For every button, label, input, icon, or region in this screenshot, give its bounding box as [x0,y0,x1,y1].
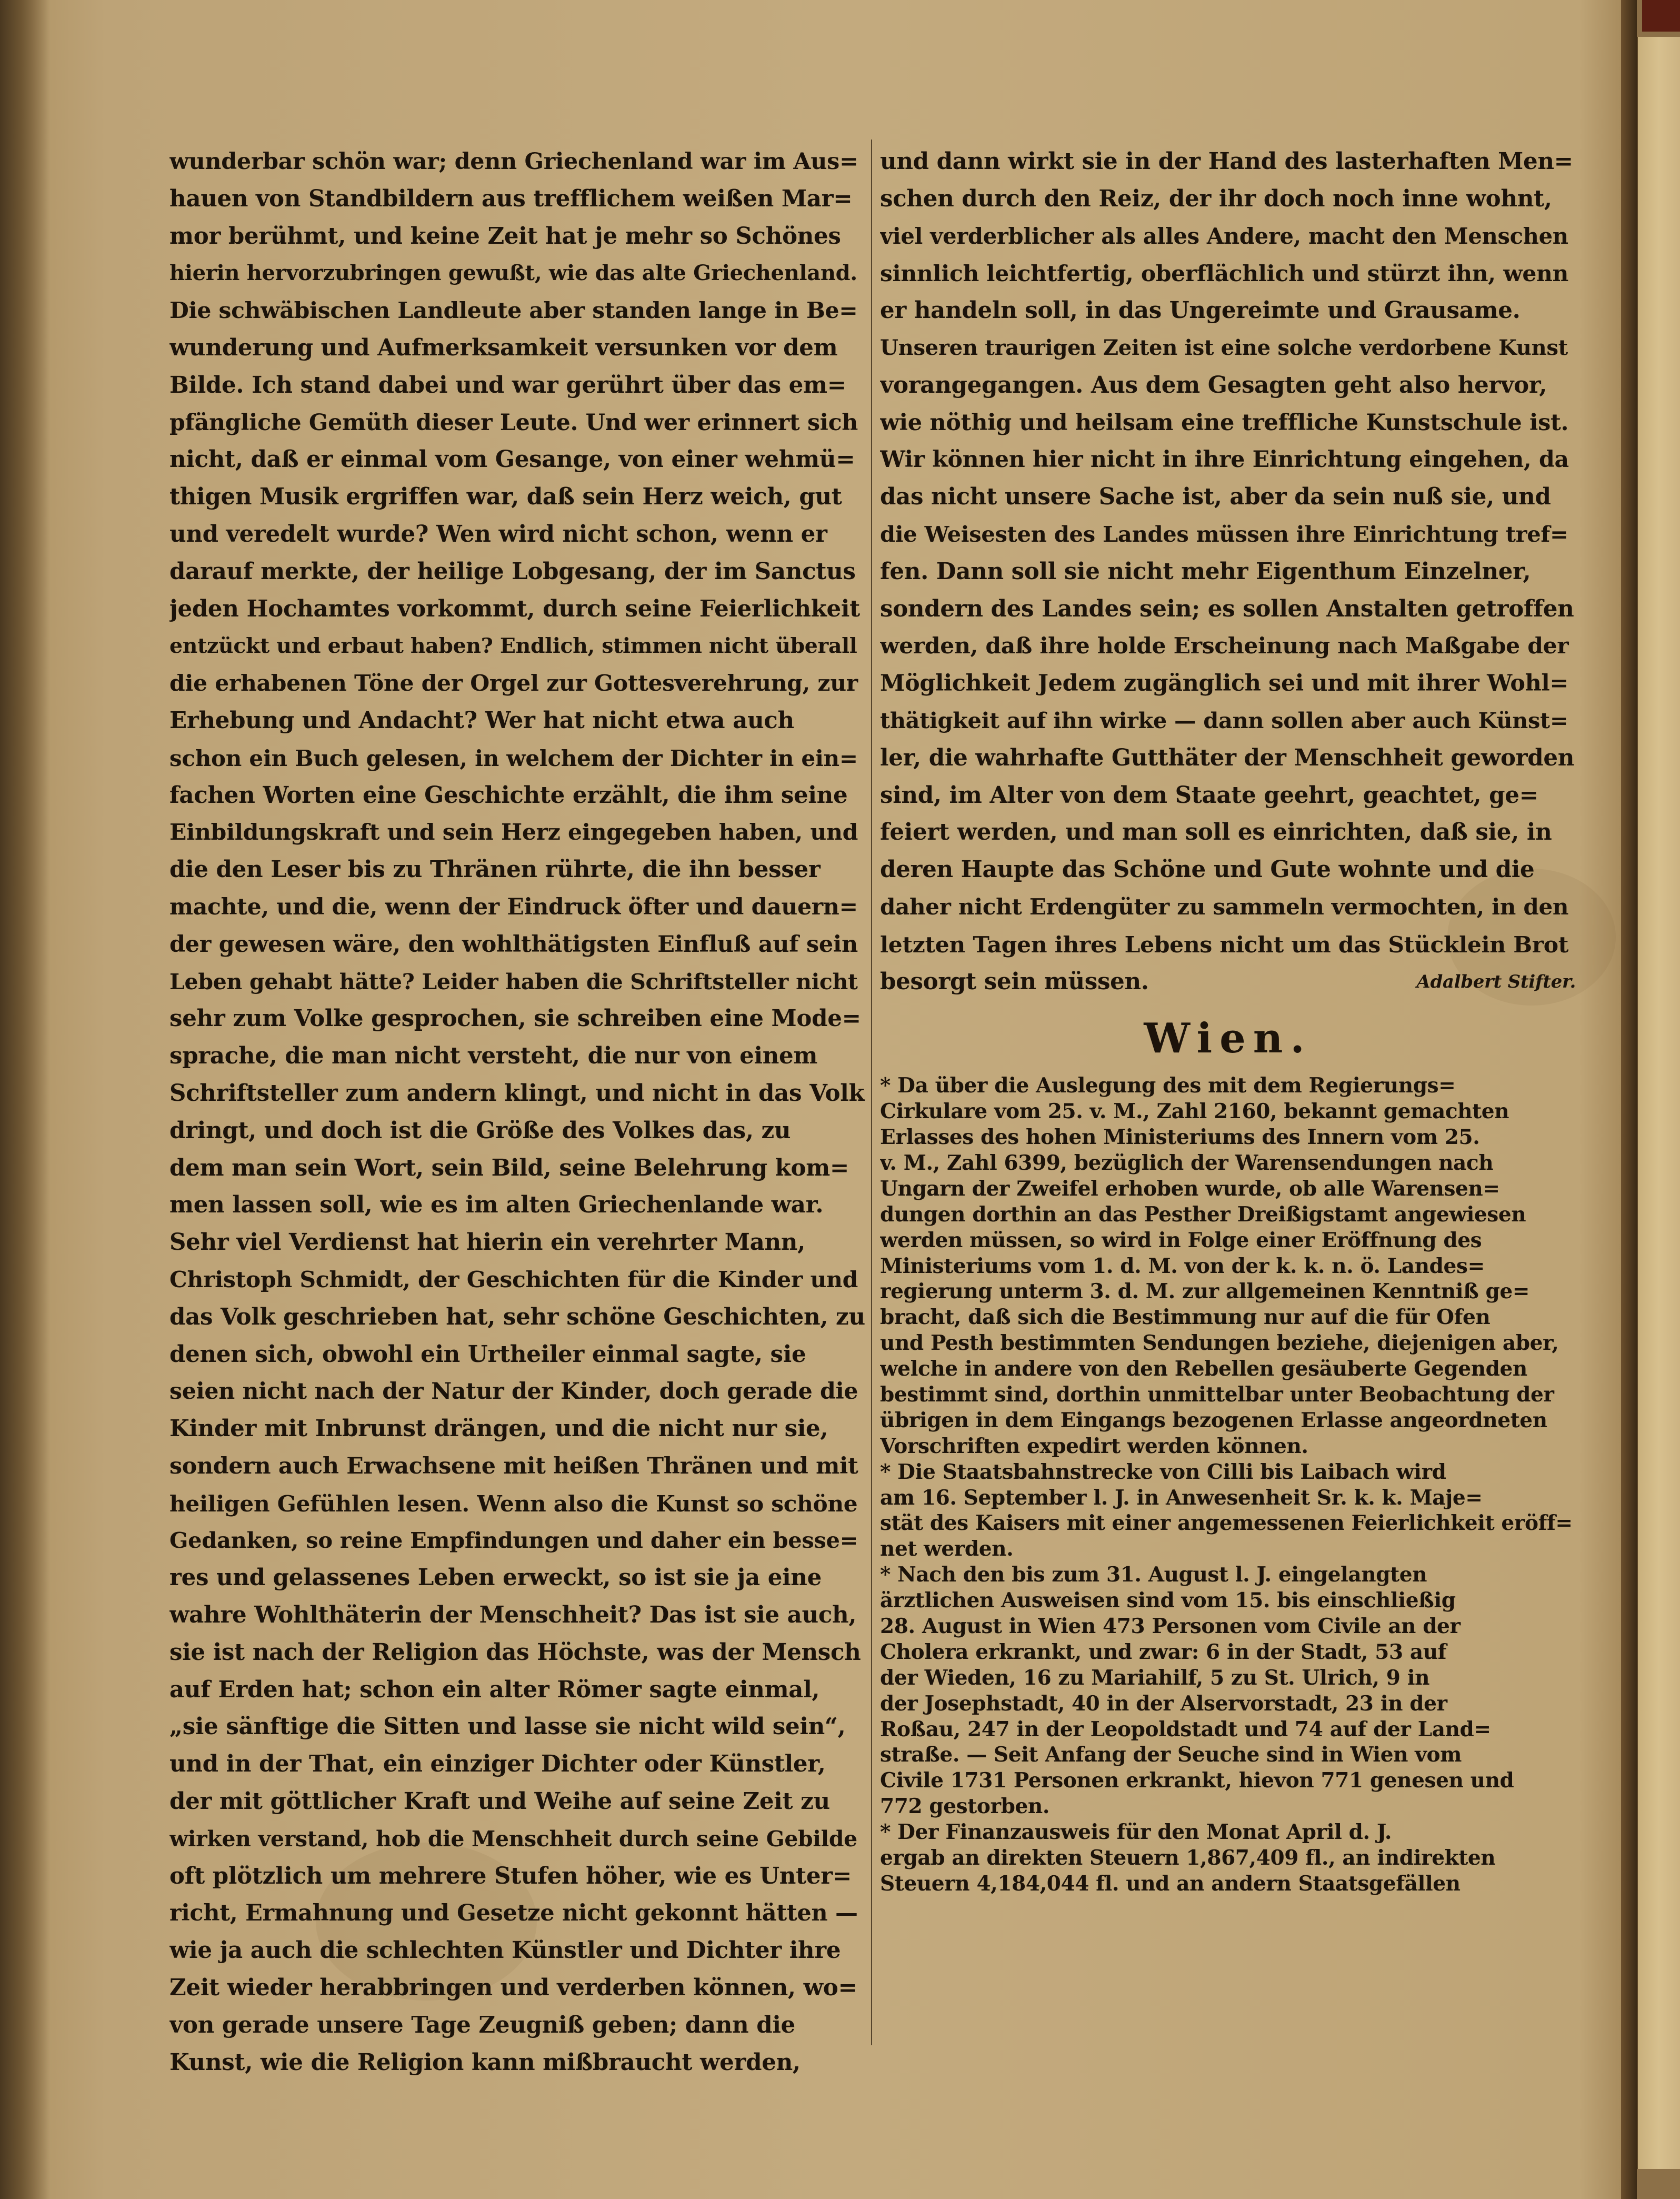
text-line: Kunst, wie die Religion kann mißbraucht werden, [169,2048,801,2076]
text-line: die den Leser bis zu Thränen rührte, die ihn besser [169,856,821,883]
text-line: auf Erden hat; schon ein alter Römer sagte einmal, [169,1676,820,1703]
text-line: werden müssen, so wird in Folge einer Eröffnung des [880,1228,1482,1252]
text-line: Kinder mit Inbrunst drängen, und die nicht nur sie, [169,1415,828,1442]
text-line: sondern auch Erwachsene mit heißen Thränen und mit [169,1452,858,1479]
text-line: Wir können hier nicht in ihre Einrichtung eingehen, da [880,446,1569,473]
text-line: sie ist nach der Religion das Höchste, was der Mensch [169,1638,861,1666]
left-column [169,143,865,2081]
text-line: net werden. [880,1537,1014,1561]
text-line: ergab an direkten Steuern 1,867,409 fl., an indirekten [880,1846,1496,1870]
text-line: Unseren traurigen Zeiten ist eine solche verdorbene Kunst [880,335,1568,360]
essay-continuation [880,143,1576,963]
text-line: Erhebung und Andacht? Wer hat nicht etwa auch [169,707,794,734]
right-column [880,143,1576,1897]
text-line: am 16. September l. J. in Anwesenheit Sr. k. k. Maje= [880,1485,1483,1510]
text-line: sondern des Landes sein; es sollen Anstalten getroffen [880,595,1574,622]
text-line: Sehr viel Verdienst hat hierin ein verehrter Mann, [169,1229,805,1256]
text-line: und Pesth bestimmten Sendungen beziehe, diejenigen aber, [880,1331,1559,1356]
text-line: res und gelassenes Leben erweckt, so ist sie ja eine [169,1564,822,1591]
text-line: entzückt und erbaut haben? Endlich, stimmen nicht überall [169,634,857,659]
section-heading: Wien. [1144,1014,1312,1063]
text-line: das nicht unsere Sache ist, aber da sein nuß sie, und [880,483,1551,511]
text-line: der mit göttlicher Kraft und Weihe auf seine Zeit zu [169,1788,830,1815]
text-line: Die schwäbischen Landleute aber standen lange in Be= [169,297,858,324]
text-line: dungen dorthin an das Pesther Dreißigstamt angewiesen [880,1202,1526,1227]
text-line: Ungarn der Zweifel erhoben wurde, ob alle Warensen= [880,1176,1500,1201]
text-line: Bilde. Ich stand dabei und war gerührt über das em= [169,371,846,399]
text-line: welche in andere von den Rebellen gesäuberte Gegenden [880,1357,1527,1381]
text-line: seien nicht nach der Natur der Kinder, doch gerade die [169,1378,858,1405]
text-line: * Der Finanzausweis für den Monat April d. J. [880,1820,1392,1845]
text-line: die Weisesten des Landes müssen ihre Einrichtung tref= [880,521,1568,547]
text-line: men lassen soll, wie es im alten Griechenlande war. [169,1191,824,1219]
text-line: Gedanken, so reine Empfindungen und daher ein besse= [169,1527,858,1554]
text-line: und veredelt wurde? Wen wird nicht schon, wenn er [169,520,827,548]
text-line: Civile 1731 Personen erkrankt, hievon 771 genesen und [880,1768,1514,1793]
text-line: „sie sänftige die Sitten und lasse sie nicht wild sein“, [169,1713,846,1740]
column-divider [871,140,872,2045]
text-line: oft plötzlich um mehrere Stufen höher, wie es Unter= [169,1862,852,1889]
next-page-edge [1637,37,1680,2169]
text-line: regierung unterm 3. d. M. zur allgemeinen Kenntniß ge= [880,1279,1530,1304]
text-line: bestimmt sind, dorthin unmittelbar unter Beobachtung der [880,1382,1554,1407]
text-line: denen sich, obwohl ein Urtheiler einmal sagte, sie [169,1340,806,1368]
text-line: stät des Kaisers mit einer angemessenen Feierlichkeit eröff= [880,1511,1573,1536]
essay-closing-line [880,963,1576,1001]
text-line: Schriftsteller zum andern klingt, und nicht in das Volk [169,1079,865,1107]
text-line: Zeit wieder herabbringen und verderben können, wo= [169,1974,857,2002]
text-line: thigen Musik ergriffen war, daß sein Herz weich, gut [169,483,842,511]
text-line: schon ein Buch gelesen, in welchem der Dichter in ein= [169,744,858,771]
cover-corner [1642,0,1680,32]
text-line: der gewesen wäre, den wohlthätigsten Einfluß auf sein [169,931,858,958]
text-line: Leben gehabt hätte? Leider haben die Schriftsteller nicht [169,968,858,994]
text-line: richt, Ermahnung und Gesetze nicht gekonnt hätten — [169,1900,858,1927]
text-line: jeden Hochamtes vorkommt, durch seine Feierlichkeit [169,595,860,622]
essay-last-line: besorgt sein müssen. [880,968,1149,995]
text-line: von gerade unsere Tage Zeugniß geben; dann die [169,2011,795,2038]
text-line: schen durch den Reiz, der ihr doch noch inne wohnt, [880,185,1552,212]
text-line: und in der That, ein einziger Dichter oder Künstler, [169,1750,826,1778]
text-line: Möglichkeit Jedem zugänglich sei und mit ihrer Wohl= [880,670,1568,697]
text-line: feiert werden, und man soll es einrichten, daß sie, in [880,819,1552,846]
text-line: fachen Worten eine Geschichte erzählt, die ihm seine [169,781,848,809]
text-line: thätigkeit auf ihn wirke — dann sollen aber auch Künst= [880,707,1568,733]
text-line: übrigen in dem Eingangs bezogenen Erlasse angeordneten [880,1408,1547,1432]
text-line: * Nach den bis zum 31. August l. J. eingelangten [880,1563,1427,1587]
text-line: Vorschriften expedirt werden können. [880,1434,1308,1458]
text-line: fen. Dann soll sie nicht mehr Eigenthum Einzelner, [880,558,1531,585]
text-line: Erlasses des hohen Ministeriums des Innern vom 25. [880,1125,1480,1150]
text-line: und dann wirkt sie in der Hand des lasterhaften Men= [880,148,1573,175]
text-line: wie ja auch die schlechten Künstler und Dichter ihre [169,1937,841,1964]
text-line: heiligen Gefühlen lesen. Wenn also die Kunst so schöne [169,1490,858,1517]
text-line: nicht, daß er einmal vom Gesange, von einer wehmü= [169,446,855,473]
text-line: Ministeriums vom 1. d. M. von der k. k. n. ö. Landes= [880,1253,1485,1278]
text-line: letzten Tagen ihres Lebens nicht um das Stücklein Brot [880,931,1569,958]
text-line: wunderung und Aufmerksamkeit versunken vor dem [169,334,838,361]
text-line: darauf merkte, der heilige Lobgesang, der im Sanctus [169,558,856,585]
text-line: straße. — Seit Anfang der Seuche sind in Wien vom [880,1743,1462,1767]
text-line: ärztlichen Ausweisen sind vom 15. bis einschließig [880,1588,1456,1613]
text-line: deren Haupte das Schöne und Gute wohnte und die [880,856,1535,883]
text-line: Roßau, 247 in der Leopoldstadt und 74 auf der Land= [880,1717,1491,1742]
text-line: * Die Staatsbahnstrecke von Cilli bis Laibach wird [880,1459,1446,1484]
text-line: pfängliche Gemüth dieser Leute. Und wer erinnert sich [169,409,858,436]
text-line: wunderbar schön war; denn Griechenland war im Aus= [169,148,858,175]
text-line: mor berühmt, und keine Zeit hat je mehr so Schönes [169,222,841,250]
text-line: dem man sein Wort, sein Bild, seine Belehrung kom= [169,1154,849,1181]
text-line: Steuern 4,184,044 fl. und an andern Staatsgefällen [880,1871,1461,1896]
text-line: v. M., Zahl 6399, bezüglich der Warensendungen nach [880,1151,1494,1175]
text-line: sprache, die man nicht versteht, die nur von einem [169,1042,818,1070]
author-signature: Adalbert Stifter. [1416,971,1576,992]
text-line: Christoph Schmidt, der Geschichten für die Kinder und [169,1266,858,1293]
text-line: 772 gestorben. [880,1794,1050,1819]
text-line: er handeln soll, in das Ungereimte und Grausame. [880,297,1521,324]
text-line: wirken verstand, hob die Menschheit durch seine Gebilde [169,1826,857,1852]
text-line: vorangegangen. Aus dem Gesagten geht also hervor, [880,371,1547,399]
text-line: Cholera erkrankt, und zwar: 6 in der Stadt, 53 auf [880,1639,1447,1664]
text-line: wahre Wohlthäterin der Menschheit? Das ist sie auch, [169,1601,857,1629]
text-line: machte, und die, wenn der Eindruck öfter und dauern= [169,893,858,920]
news-section [880,1073,1576,1897]
text-line: * Da über die Auslegung des mit dem Regierungs= [880,1073,1456,1098]
text-line: Einbildungskraft und sein Herz eingegeben haben, und [169,819,858,846]
book-spine-edge [1621,0,1637,2199]
text-line: hierin hervorzubringen gewußt, wie das alte Griechenland. [169,261,857,286]
text-line: wie nöthig und heilsam eine treffliche Kunstschule ist. [880,409,1569,436]
text-line: bracht, daß sich die Bestimmung nur auf die für Ofen [880,1305,1491,1330]
text-line: viel verderblicher als alles Andere, macht den Menschen [880,223,1568,249]
text-line: sehr zum Volke gesprochen, sie schreiben eine Mode= [169,1005,861,1032]
text-line: die erhabenen Töne der Orgel zur Gottesverehrung, zur [169,670,858,697]
text-line: daher nicht Erdengüter zu sammeln vermochten, in den [880,893,1569,920]
text-line: Cirkulare vom 25. v. M., Zahl 2160, bekannt gemachten [880,1099,1509,1124]
text-line: der Wieden, 16 zu Mariahilf, 5 zu St. Ulrich, 9 in [880,1665,1430,1690]
text-line: 28. August in Wien 473 Personen vom Civile an der [880,1614,1461,1639]
text-line: hauen von Standbildern aus trefflichem weißen Mar= [169,185,853,212]
page-binding-shadow [0,0,50,2199]
text-line: sind, im Alter von dem Staate geehrt, geachtet, ge= [880,781,1538,809]
text-line: werden, daß ihre holde Erscheinung nach Maßgabe der [880,633,1569,660]
text-line: dringt, und doch ist die Größe des Volkes das, zu [169,1117,791,1144]
text-line: der Josephstadt, 40 in der Alservorstadt, 23 in der [880,1691,1447,1716]
text-line: sinnlich leichtfertig, oberflächlich und stürzt ihn, wenn [880,260,1569,287]
text-line: das Volk geschrieben hat, sehr schöne Geschichten, zu [169,1303,865,1330]
text-line: ler, die wahrhafte Gutthäter der Menschheit geworden [880,744,1575,771]
